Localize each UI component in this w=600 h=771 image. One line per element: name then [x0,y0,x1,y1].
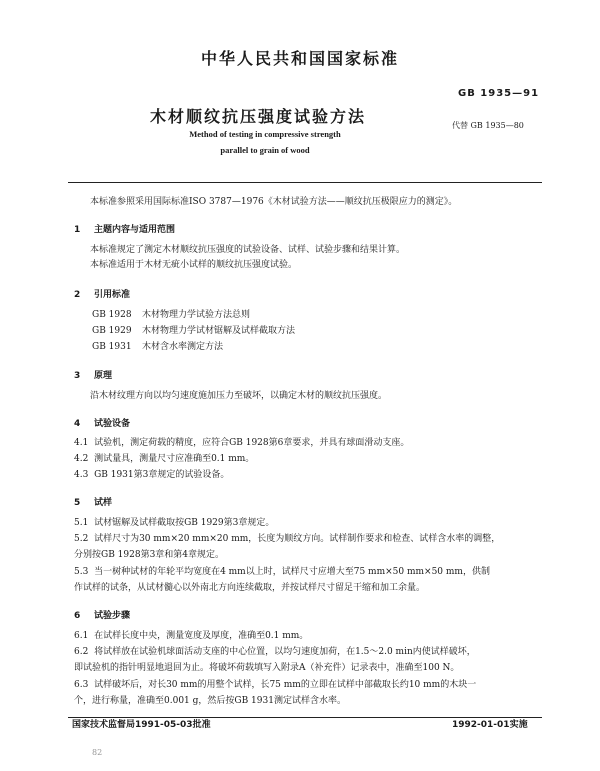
clause-number: 4.2 [74,454,89,464]
clause-4-3 [74,469,229,482]
section-3-title: 原理 [94,371,113,381]
clause-number: 4.1 [74,438,89,448]
approval-note: 国家技术监督局1991-05-03批准 [72,720,211,730]
title-en-line-1: Method of testing in compressive strength [189,129,341,139]
section-5-number: 5 [74,498,81,508]
title-en-line-2: parallel to grain of wood [220,145,310,155]
section-4-title: 试验设备 [94,419,131,429]
clause-5-3-continued: 作试样的试条，从试材髓心以外南北方向连续截取，并按试样尺寸留足干缩和加工余量。 [74,583,426,593]
clause-text: 试样尺寸为30 mm×20 mm×20 mm，长度为顺纹方向。试样制作要求和检查、试样含水率的调整， [94,534,501,544]
reference-code: GB 1928 [92,310,132,320]
section-5-title: 试样 [94,498,113,508]
clause-6-3-continued: 个，进行称量，准确至0.001 g，然后按GB 1931测定试样含水率。 [74,696,346,706]
document-title-cn: 木材顺纹抗压强度试验方法 [150,107,367,126]
clause-text: 当一树种试材的年轮平均宽度在4 mm以上时，试样尺寸应增大至75 mm×50 mm×50 mm，供制 [94,567,490,577]
header-divider [68,182,542,183]
document-title-en [170,126,360,158]
section-2-number: 2 [74,290,81,300]
reference-name: 木材物理力学试验方法总则 [142,310,251,320]
clause-6-2 [74,646,476,659]
intro-paragraph: 本标准参照采用国际标准ISO 3787—1976《木材试验方法——顺纹抗压极限应力的测定》。 [90,197,458,207]
section-1-paragraph-1: 本标准规定了测定木材顺纹抗压强度的试验设备、试样、试验步骤和结果计算。 [90,245,406,255]
clause-number: 6.2 [74,647,89,657]
reference-item [92,309,250,322]
section-1-title: 主题内容与适用范围 [94,225,176,235]
clause-text: 试验机，测定荷载的精度，应符合GB 1928第6章要求，并具有球面滑动支座。 [94,438,410,448]
clause-text: 试样破坏后，对长30 mm的用整个试样，长75 mm的立即在试样中部截取长约10 mm的木块一 [94,680,477,690]
section-6-number: 6 [74,611,81,621]
reference-name: 木材含水率测定方法 [142,342,224,352]
clause-4-2 [74,453,254,466]
section-5-heading [74,495,112,508]
section-3-heading [74,368,112,381]
clause-number: 4.3 [74,470,89,480]
clause-number: 6.1 [74,631,89,641]
section-1-heading [74,222,175,235]
clause-5-2-continued: 分别按GB 1928第3章和第4章规定。 [74,550,225,560]
clause-6-3 [74,679,476,692]
clause-text: GB 1931第3章规定的试验设备。 [94,470,230,480]
clause-4-1 [74,437,409,450]
reference-code: GB 1929 [92,326,132,336]
reference-item [92,325,295,338]
reference-name: 木材物理力学试材锯解及试样截取方法 [142,326,296,336]
clause-text: 将试样放在试验机球面活动支座的中心位置，以均匀速度加荷，在1.5～2.0 min内使试样破坏， [94,647,476,657]
section-4-number: 4 [74,419,81,429]
clause-number: 5.1 [74,518,89,528]
clause-number: 6.3 [74,680,89,690]
reference-code: GB 1931 [92,342,132,352]
section-2-heading [74,287,130,300]
section-3-number: 3 [74,371,81,381]
section-3-paragraph: 沿木材纹理方向以均匀速度施加压力至破坏，以确定木材的顺纹抗压强度。 [90,391,388,401]
clause-text: 试材锯解及试样截取按GB 1929第3章规定。 [94,518,275,528]
clause-number: 5.3 [74,567,89,577]
section-1-number: 1 [74,225,81,235]
section-4-heading [74,416,130,429]
page-number: 82 [92,748,103,757]
clause-6-1 [74,630,308,643]
implementation-date: 1992-01-01实施 [452,720,528,730]
standard-number: GB 1935—91 [458,88,540,99]
clause-6-2-continued: 即试验机的指针明显地退回为止。将破坏荷载填写入附录A（补充件）记录表中，准确至100 N。 [74,663,460,673]
clause-number: 5.2 [74,534,89,544]
clause-5-3 [74,566,490,579]
clause-text: 测试量具，测量尺寸应准确至0.1 mm。 [94,454,255,464]
section-1-paragraph-2: 本标准适用于木材无疵小试样的顺纹抗压强度试验。 [90,260,298,270]
reference-item [92,341,223,354]
section-2-title: 引用标准 [94,290,131,300]
section-6-heading [74,608,130,621]
clause-5-1 [74,517,274,530]
clause-5-2 [74,533,500,546]
issuer-heading: 中华人民共和国国家标准 [200,49,399,68]
replaces-note: 代替 GB 1935—80 [452,121,524,130]
clause-text: 在试样长度中央，测量宽度及厚度，准确至0.1 mm。 [94,631,309,641]
section-6-title: 试验步骤 [94,611,131,621]
